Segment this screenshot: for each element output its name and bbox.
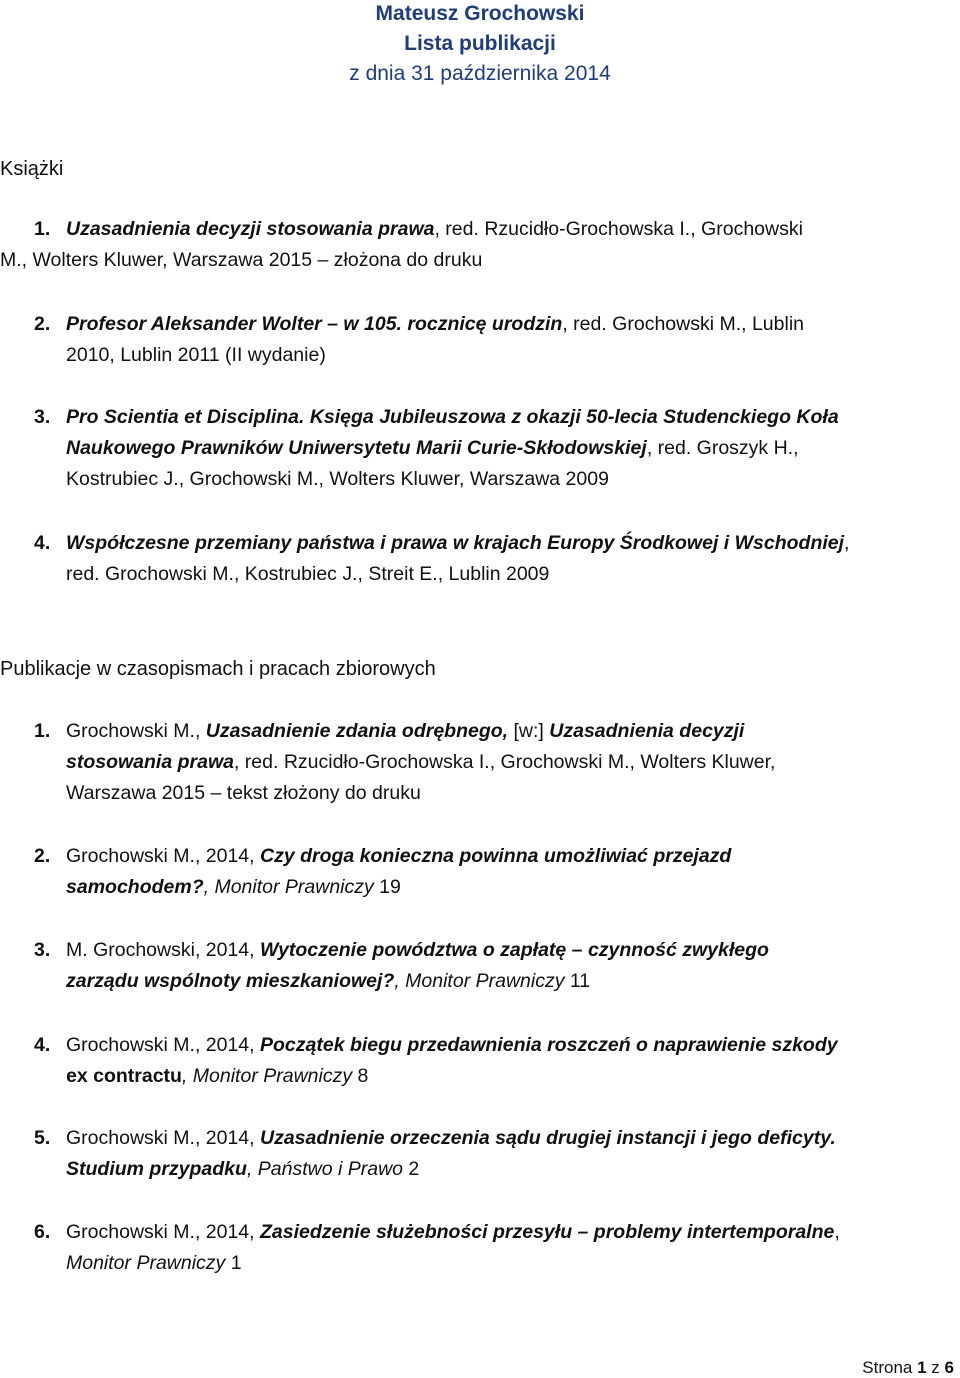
book-details: , red. Grochowski M., Lublin [562, 313, 805, 335]
book-details: , red. Groszyk H., [646, 437, 799, 459]
section-title-books: Książki [0, 158, 64, 180]
paper-issue: 11 [564, 970, 591, 992]
paper-journal: , Monitor Prawniczy [203, 876, 374, 898]
paper-author: Grochowski M., 2014, [66, 1034, 260, 1056]
paper-journal: , Monitor Prawniczy [394, 970, 565, 992]
paper-journal: , Monitor Prawniczy [181, 1065, 353, 1087]
paper-separator: , [834, 1221, 840, 1243]
current-page-number: 1 [917, 1358, 927, 1377]
item-number: 2. [34, 313, 51, 335]
item-number: 6. [34, 1221, 51, 1243]
book-title: Pro Scientia et Disciplina. Księga Jubileuszowa z okazji 50-lecia Studenckiego Koła [66, 406, 839, 428]
paper-details: , red. Rzucidło-Grochowska I., Grochowski M., Wolters Kluwer, [233, 751, 776, 773]
item-body [66, 309, 956, 371]
paper-book-title: Uzasadnienia decyzji [549, 720, 745, 742]
footer-of: z [926, 1358, 945, 1377]
item-body [66, 841, 956, 903]
item-number: 3. [34, 406, 51, 428]
paper-title-cont: samochodem? [66, 876, 204, 898]
item-number: 1. [34, 218, 51, 240]
item-body-cont [0, 245, 922, 276]
paper-journal: , Państwo i Prawo [246, 1158, 404, 1180]
paper-title-cont: zarządu wspólnoty mieszkaniowej? [66, 970, 395, 992]
book-details: , [844, 532, 850, 554]
book-details-cont: Kostrubiec J., Grochowski M., Wolters Kluwer, Warszawa 2009 [66, 468, 609, 490]
item-body [66, 402, 956, 495]
book-title: Współczesne przemiany państwa i prawa w krajach Europy Środkowej i Wschodniej [66, 532, 845, 554]
paper-issue: 1 [225, 1252, 242, 1274]
paper-title: Początek biegu przedawnienia roszczeń o naprawienie szkody [260, 1034, 838, 1056]
item-body [66, 528, 956, 590]
book-title-cont: Naukowego Prawników Uniwersytetu Marii Curie-Skłodowskiej [66, 437, 647, 459]
item-body [66, 716, 956, 809]
page-footer [862, 1358, 954, 1378]
total-pages: 6 [944, 1358, 954, 1377]
paper-title: Uzasadnienie orzeczenia sądu drugiej instancji i jego deficyty. [260, 1127, 836, 1149]
paper-title: Czy droga konieczna powinna umożliwiać przejazd [260, 845, 732, 867]
paper-issue: 2 [403, 1158, 420, 1180]
book-title: Uzasadnienia decyzji stosowania prawa [66, 218, 435, 240]
book-title: Profesor Aleksander Wolter – w 105. rocznicę urodzin [66, 313, 563, 335]
document-title: Lista publikacji [404, 32, 556, 55]
author-name: Mateusz Grochowski [375, 2, 585, 25]
item-number: 3. [34, 939, 51, 961]
paper-details-cont: Warszawa 2015 – tekst złożony do druku [66, 782, 421, 804]
paper-author: Grochowski M., 2014, [66, 1127, 260, 1149]
paper-title: Wytoczenie powództwa o zapłatę – czynność zwykłego [260, 939, 769, 961]
paper-author: Grochowski M., 2014, [66, 1221, 260, 1243]
paper-title: Zasiedzenie służebności przesyłu – problemy intertemporalne [260, 1221, 835, 1243]
item-number: 1. [34, 720, 51, 742]
item-number: 4. [34, 1034, 51, 1056]
paper-book-title-cont: stosowania prawa [66, 751, 234, 773]
document-date: z dnia 31 października 2014 [349, 62, 611, 85]
item-body [66, 1030, 956, 1092]
item-body [66, 1123, 956, 1185]
item-number: 2. [34, 845, 51, 867]
item-number: 5. [34, 1127, 51, 1149]
paper-author: Grochowski M., [66, 720, 206, 742]
section-title-papers: Publikacje w czasopismach i pracach zbiorowych [0, 658, 436, 680]
book-details: , red. Rzucidło-Grochowska I., Grochowski [434, 218, 803, 240]
paper-title: Uzasadnienie zdania odrębnego, [205, 720, 509, 742]
book-details-cont: 2010, Lublin 2011 (II wydanie) [66, 344, 326, 366]
item-body [66, 214, 956, 245]
paper-title-cont: ex contractu [66, 1065, 182, 1087]
item-body [66, 1217, 956, 1279]
footer-label: Strona [862, 1358, 918, 1377]
paper-journal: Monitor Prawniczy [66, 1252, 226, 1274]
book-details-cont: M., Wolters Kluwer, Warszawa 2015 – złożona do druku [0, 249, 483, 271]
item-body [66, 935, 956, 997]
paper-issue: 8 [352, 1065, 369, 1087]
item-number: 4. [34, 532, 51, 554]
paper-issue: 19 [373, 876, 401, 898]
paper-author: M. Grochowski, 2014, [66, 939, 260, 961]
book-details-cont: red. Grochowski M., Kostrubiec J., Streit E., Lublin 2009 [66, 563, 550, 585]
paper-title-cont: Studium przypadku [66, 1158, 247, 1180]
paper-author: Grochowski M., 2014, [66, 845, 260, 867]
paper-in: [w:] [508, 720, 550, 742]
